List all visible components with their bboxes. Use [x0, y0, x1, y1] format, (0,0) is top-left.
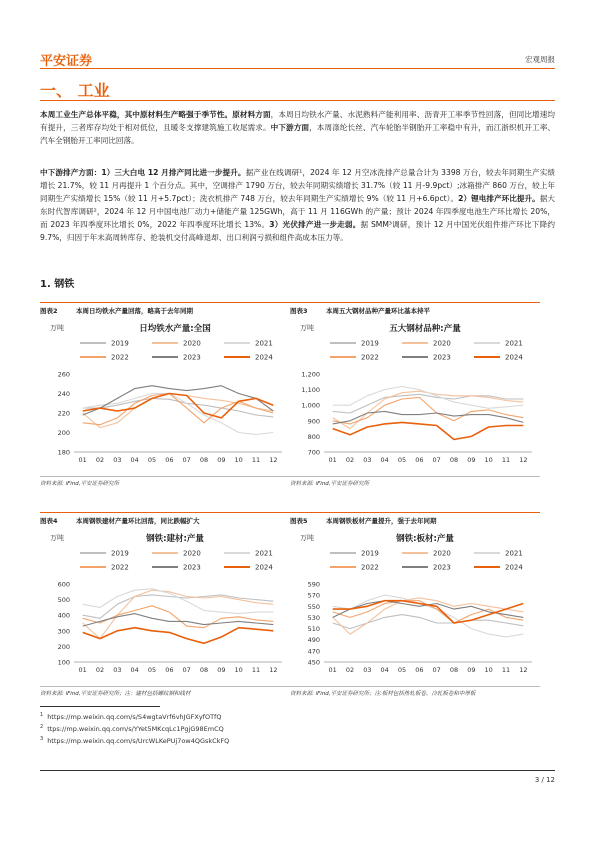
x-tick-label: 03	[113, 456, 122, 464]
legend-label: 2024	[255, 353, 273, 362]
chart-caption-text: 本周五大钢材品种产量环比基本持平	[326, 307, 430, 315]
p1-lead: 本周工业生产总体平稳，其中原材料生产略强于季节性。原材料方面	[40, 110, 271, 119]
chart-caption-num: 图表5	[290, 517, 308, 525]
x-tick-label: 01	[328, 456, 337, 464]
chart-caption	[290, 302, 540, 316]
x-tick-label: 06	[415, 666, 424, 674]
footnote-link[interactable]: https://mp.weixin.qq.com/s/S4wgtaVrf6vhJGFXyfOTfQ	[47, 713, 222, 722]
chart-title: 钢铁:建材:产量	[146, 534, 204, 544]
legend-label: 2021	[255, 549, 273, 558]
chart-source: 资料来源: iFind,平安证券研究所	[290, 476, 540, 487]
y-tick-label: 550	[307, 602, 320, 611]
y-tick-label: 450	[307, 658, 320, 667]
x-tick-label: 09	[217, 456, 226, 464]
chart-caption-text: 本周钢铁建材产量环比回落，同比跌幅扩大	[76, 517, 200, 525]
y-tick-label: 1,200	[301, 370, 320, 379]
legend-label: 2024	[505, 353, 523, 362]
x-tick-label: 02	[95, 666, 105, 674]
y-tick-label: 600	[57, 580, 70, 589]
x-tick-label: 01	[78, 456, 87, 464]
section-divider	[40, 100, 555, 101]
x-tick-label: 02	[345, 456, 355, 464]
legend-label: 2019	[361, 549, 379, 558]
x-tick-label: 03	[363, 666, 372, 674]
legend-label: 2023	[433, 353, 451, 362]
x-tick-label: 03	[363, 456, 372, 464]
legend-label: 2023	[183, 563, 201, 572]
x-tick-label: 05	[147, 456, 157, 464]
x-tick-label: 11	[251, 666, 261, 674]
chart-c5	[290, 512, 540, 700]
y-tick-label: 240	[57, 390, 70, 398]
chart-caption-text: 本周钢铁板材产量提升，强于去年同期	[326, 517, 437, 525]
x-tick-label: 11	[501, 666, 511, 674]
x-tick-label: 11	[501, 456, 511, 464]
x-tick-label: 05	[147, 666, 157, 674]
y-tick-label: 570	[307, 591, 320, 600]
legend-label: 2021	[505, 549, 523, 558]
header-divider	[40, 68, 555, 69]
y-tick-label: 510	[307, 625, 320, 634]
x-tick-label: 08	[199, 456, 209, 464]
chart-svg	[40, 528, 290, 684]
x-tick-label: 06	[165, 456, 174, 464]
x-tick-label: 04	[130, 666, 139, 674]
footnote-num: 1	[40, 712, 44, 718]
chart-c4	[40, 512, 290, 700]
y-unit-label: 万吨	[50, 324, 64, 332]
x-tick-label: 10	[234, 456, 243, 464]
p1-lead-2: 中下游方面	[270, 123, 310, 132]
p2-lead: 中下游排产方面：1）三大白电 12 月排产同比进一步提升。	[40, 168, 246, 177]
chart-caption-text: 本周日均铁水产量回落，略高于去年同期	[76, 307, 193, 315]
y-tick-label: 490	[307, 636, 320, 645]
legend-label: 2024	[255, 563, 273, 572]
footnote-link[interactable]: ttps://mp.weixin.qq.com/s/YYet5MKcqLc1PgjG98EmCQ	[47, 725, 224, 734]
p2-body-2: 据大东时代智库调研²，2024 年 12 月中国电池厂动力+储能产量 125GWh，高于 11 月 116GWh 的产量；预计 2024 年四季度电池生产环比增长 20%，而 2023 年四季度环比增长 0%，2022 年四季度环比增长 13%。	[40, 194, 555, 229]
series-line-2023	[333, 411, 524, 424]
legend-label: 2024	[505, 563, 523, 572]
x-tick-label: 12	[519, 456, 528, 464]
x-tick-label: 02	[345, 666, 355, 674]
footnote	[40, 736, 229, 745]
paragraph-2	[40, 166, 555, 244]
x-tick-label: 10	[484, 456, 493, 464]
x-tick-label: 07	[432, 456, 441, 464]
x-tick-label: 06	[165, 666, 174, 674]
paragraph-1	[40, 108, 555, 147]
x-tick-label: 12	[269, 666, 278, 674]
legend-label: 2019	[111, 549, 129, 558]
legend-label: 2022	[111, 563, 129, 572]
x-tick-label: 02	[95, 456, 105, 464]
x-tick-label: 08	[449, 666, 459, 674]
chart-c2	[40, 302, 290, 490]
legend-label: 2022	[361, 353, 379, 362]
series-line-2024	[83, 628, 274, 644]
x-tick-label: 04	[380, 666, 389, 674]
x-tick-label: 03	[113, 666, 122, 674]
p1-body: ，本周日均铁水产量、水泥熟料产能利用率、沥青开工率季节性回落，但同比增速均有提升，三者库存均处于相对低位，且暖冬支撑建筑施工收尾需求。	[40, 110, 555, 132]
y-unit-label: 万吨	[300, 324, 314, 332]
x-tick-label: 04	[380, 456, 389, 464]
y-tick-label: 200	[57, 642, 70, 651]
y-tick-label: 500	[57, 596, 70, 605]
x-tick-label: 08	[449, 456, 459, 464]
chart-svg	[290, 528, 540, 684]
y-tick-label: 400	[57, 611, 70, 620]
section-title: 一、 工业	[40, 81, 110, 100]
y-tick-label: 300	[57, 627, 70, 636]
y-tick-label: 800	[307, 432, 320, 441]
p2-lead-2: 2）锂电排产环比提升。	[458, 194, 540, 203]
x-tick-label: 11	[251, 456, 261, 464]
series-line-2024	[333, 422, 524, 439]
chart-caption-num: 图表3	[290, 307, 308, 315]
x-tick-label: 05	[397, 666, 407, 674]
chart-caption-num: 图表2	[40, 307, 58, 315]
x-tick-label: 09	[467, 666, 476, 674]
y-tick-label: 180	[57, 448, 70, 457]
chart-source: 资料来源: iFind,平安证券研究所	[40, 476, 290, 487]
chart-caption-num: 图表4	[40, 517, 58, 525]
chart-caption	[40, 302, 290, 316]
chart-caption	[290, 512, 540, 526]
legend-label: 2020	[183, 339, 201, 348]
y-tick-label: 100	[57, 658, 70, 667]
x-tick-label: 10	[484, 666, 493, 674]
p1-body-2: ，本周涤纶长丝、汽车轮胎半钢胎开工率稳中有升，而江浙织机开工率、汽车全钢胎开工率同比回落。	[40, 123, 556, 145]
series-line-2019	[83, 595, 274, 618]
legend-label: 2021	[505, 339, 523, 348]
legend-label: 2020	[183, 549, 201, 558]
p2-body: 据产业在线调研¹，2024 年 12 月空冰洗排产总量合计为 3398 万台，较去年同期生产实绩增长 21.7%，较 11 月再提升 1 个百分点。其中，空调排产 1790 万台，较去年同期实绩增长 31.7%（较 11 月-9.9pct）;冰箱排产 860 万台，较上年同期生产实绩增长 15%（较 11 月+5.7pct）；洗衣机排产 748 万台，较去年同期生产实绩增长 9%（较 11 月+6.6pct）。	[40, 168, 555, 203]
x-tick-label: 09	[467, 456, 476, 464]
x-tick-label: 12	[519, 666, 528, 674]
footnote-num: 3	[40, 736, 44, 742]
x-tick-label: 07	[432, 666, 441, 674]
y-tick-label: 260	[57, 370, 70, 379]
y-tick-label: 900	[307, 417, 320, 426]
footnote	[40, 724, 224, 733]
legend-label: 2022	[111, 353, 129, 362]
footer-divider	[40, 770, 555, 771]
chart-title: 五大钢材品种:产量	[389, 324, 461, 334]
y-tick-label: 590	[307, 580, 320, 589]
y-tick-label: 220	[57, 409, 70, 418]
x-tick-label: 04	[130, 456, 139, 464]
chart-svg	[290, 318, 540, 474]
legend-label: 2023	[433, 563, 451, 572]
series-line-2019	[333, 394, 524, 413]
chart-source: 资料来源: iFind,平安证券研究所；注：建材包括螺纹钢和线材	[40, 686, 290, 697]
x-tick-label: 09	[217, 666, 226, 674]
x-tick-label: 07	[182, 456, 191, 464]
y-tick-label: 530	[307, 613, 320, 622]
x-tick-label: 01	[78, 666, 87, 674]
chart-caption	[40, 512, 290, 526]
p2-body-3: 据 SMM³调研，预计 12 月中国光伏组件排产环比下降约 9.7%，归因于年末高周转库存、抢装机交付高峰退却、出口利润亏损和组件高成本压力等。	[40, 220, 555, 242]
y-tick-label: 470	[307, 647, 320, 656]
footnote-num: 2	[40, 724, 44, 730]
y-tick-label: 700	[307, 448, 320, 457]
legend-label: 2022	[361, 563, 379, 572]
x-tick-label: 01	[328, 666, 337, 674]
legend-label: 2019	[361, 339, 379, 348]
legend-label: 2020	[433, 549, 451, 558]
y-unit-label: 万吨	[300, 534, 314, 542]
legend-label: 2019	[111, 339, 129, 348]
legend-label: 2023	[183, 353, 201, 362]
y-unit-label: 万吨	[50, 534, 64, 542]
chart-source: 资料来源: iFind,平安证券研究所；注:板材包括热轧板卷、冷轧板卷和中厚板	[290, 686, 540, 697]
x-tick-label: 05	[397, 456, 407, 464]
y-tick-label: 1,100	[301, 386, 320, 395]
series-line-2021	[333, 595, 524, 637]
subsection-title: 1. 钢铁	[40, 279, 75, 290]
page-number: 3 / 12	[534, 776, 555, 784]
y-tick-label: 1,000	[301, 401, 320, 410]
chart-title: 钢铁:板材:产量	[396, 534, 454, 544]
footnote-divider	[40, 706, 160, 707]
x-tick-label: 07	[182, 666, 191, 674]
x-tick-label: 06	[415, 456, 424, 464]
footnote	[40, 712, 221, 721]
x-tick-label: 08	[199, 666, 209, 674]
legend-label: 2021	[255, 339, 273, 348]
series-line-2022	[333, 397, 524, 424]
legend-label: 2020	[433, 339, 451, 348]
brand-logo: 平安证券	[40, 54, 93, 69]
chart-title: 日均铁水产量:全国	[139, 324, 211, 334]
report-type: 宏观周报	[525, 55, 555, 64]
p2-lead-3: 3）光伏排产进一步走弱。	[269, 220, 361, 229]
footnote-link[interactable]: https://mp.weixin.qq.com/s/UrcWLKePUj7ow4QGskCkFQ	[47, 737, 230, 746]
chart-c3	[290, 302, 540, 490]
x-tick-label: 12	[269, 456, 278, 464]
y-tick-label: 200	[57, 429, 70, 437]
x-tick-label: 10	[234, 666, 243, 674]
chart-svg	[40, 318, 290, 474]
